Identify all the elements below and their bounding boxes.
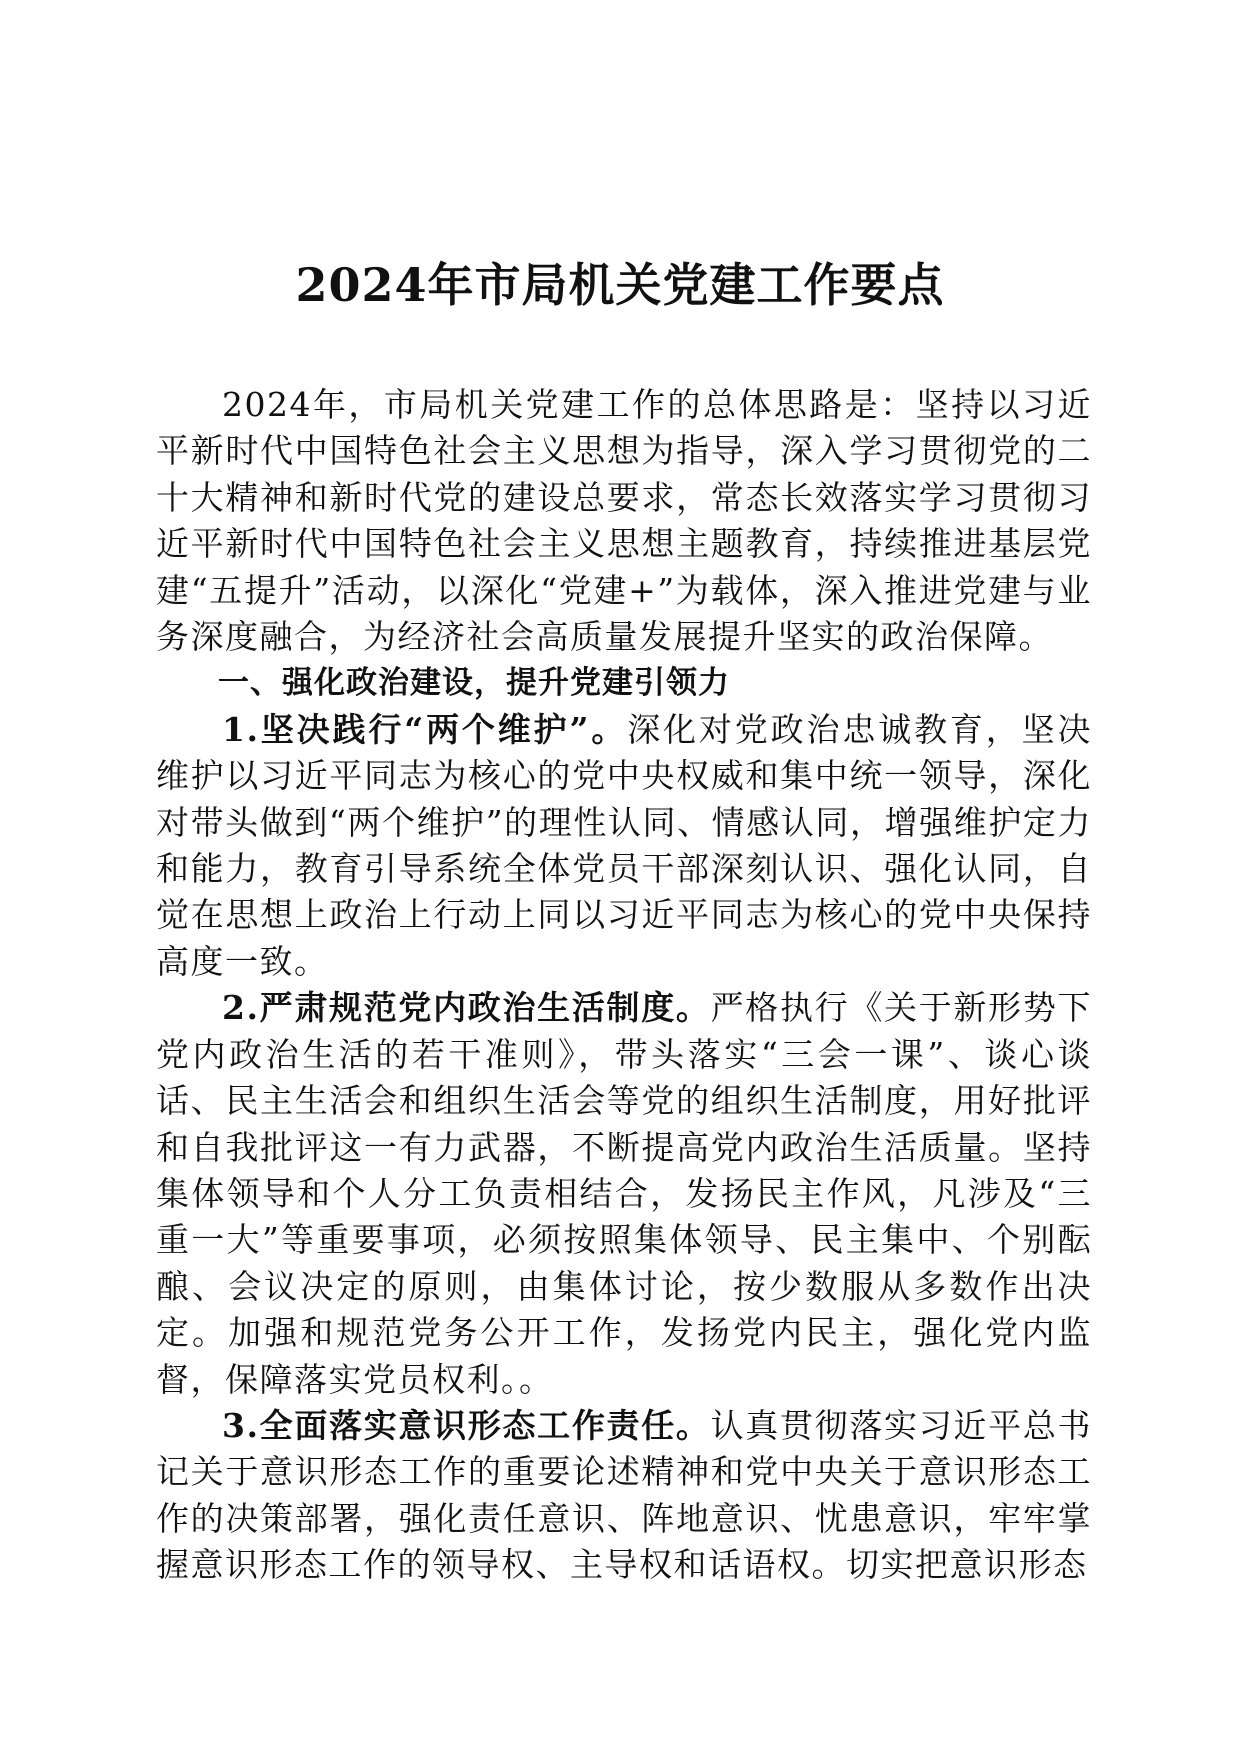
intro-paragraph: 2024年，市局机关党建工作的总体思路是：坚持以习近平新时代中国特色社会主义思想为指导，深入学习贯彻党的二十大精神和新时代党的建设总要求，常态长效落实学习贯彻习近平新时代中国特色社会主义思想主题教育，持续推进基层党建“五提升”活动，以深化“党建+”为载体，深入推进党建与业务深度融合，为经济社会高质量发展提升坚实的政治保障。 — [156, 385, 1092, 657]
item-text: 严格执行《关于新形势下党内政治生活的若干准则》，带头落实“三会一课”、谈心谈话、民主生活会和组织生活会等党的组织生活制度，用好批评和自我批评这一有力武器，不断提高党内政治生活质量。坚持集体领导和个人分工负责相结合，发扬民主作风，凡涉及“三重一大”等重要事项，必须按照集体领导、民主集中、个别酝酿、会议决定的原则，由集体讨论，按少数服从多数作出决定。加强和规范党务公开工作，发扬党内民主，强化党内监督，保障落实党员权利。。 — [156, 988, 1093, 1399]
document-title: 2024年市局机关党建工作要点 — [295, 258, 945, 312]
item-text: 深化对党政治忠诚教育，坚决维护以习近平同志为核心的党中央权威和集中统一领导，深化对带头做到“两个维护”的理性认同、情感认同，增强维护定力和能力，教育引导系统全体党员干部深刻认识、强化认同，自觉在思想上政治上行动上同以习近平同志为核心的党中央保持高度一致。 — [156, 709, 1092, 981]
item-paragraph-1 — [156, 707, 1092, 985]
document-body — [156, 382, 1092, 1589]
item-lead: 2.严肃规范党内政治生活制度。 — [222, 988, 711, 1028]
item-paragraph-2 — [156, 985, 1092, 1403]
item-paragraph-3 — [156, 1403, 1092, 1589]
item-lead: 1.坚决践行“两个维护”。 — [222, 709, 628, 749]
item-text: 认真贯彻落实习近平总书记关于意识形态工作的重要论述精神和党中央关于意识形态工作的决策部署，强化责任意识、阵地意识、忧患意识，牢牢掌握意识形态工作的领导权、主导权和话语权。切实把意识形态 — [156, 1405, 1093, 1585]
section-heading: 一、强化政治建设，提升党建引领力 — [218, 665, 730, 702]
item-lead: 3.全面落实意识形态工作责任。 — [222, 1405, 711, 1445]
